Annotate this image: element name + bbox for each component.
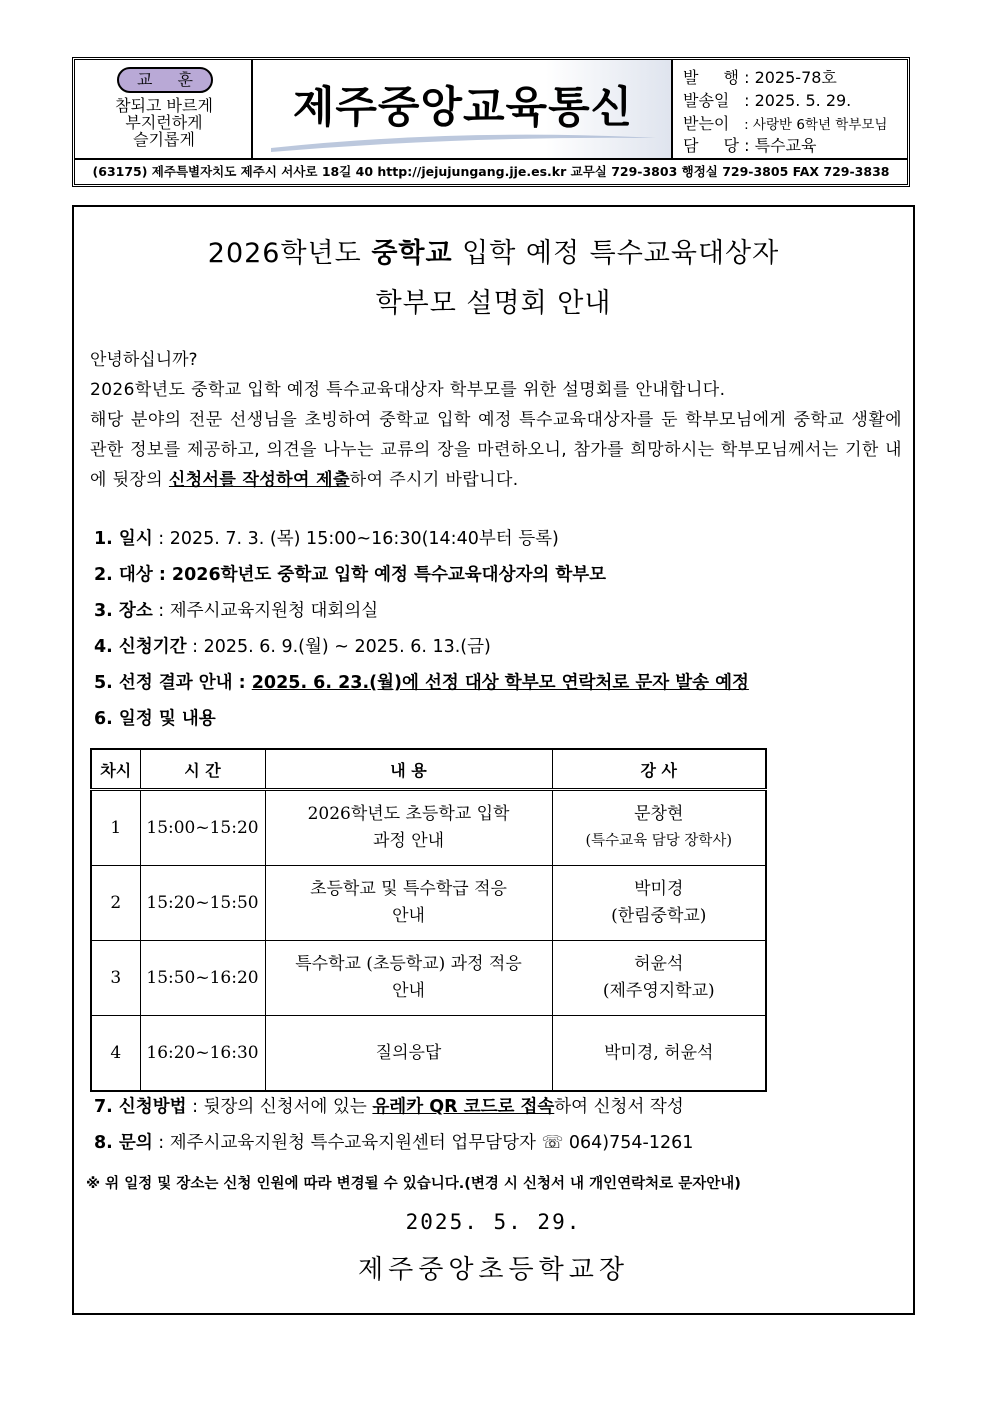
motto-line: 슬기롭게 xyxy=(133,130,195,149)
meta-recipient: 받는이 : 사랑반 6학년 학부모님 xyxy=(683,114,888,133)
principal-signature: 제주중앙초등학교장 xyxy=(357,1255,630,1285)
meta-send-date: 발송일 : 2025. 5. 29. xyxy=(683,91,852,110)
session-speaker: 문창현 (특수교육 담당 장학사) xyxy=(552,790,766,866)
session-no: 2 xyxy=(91,866,140,941)
notice-document xyxy=(72,205,915,1315)
session-content: 특수학교 (초등학교) 과정 적응 안내 xyxy=(265,941,552,1016)
greeting: 안녕하십니까? xyxy=(90,350,198,370)
greeting-block xyxy=(90,345,902,495)
item-target: 2. 대상 : 2026학년도 중학교 입학 예정 특수교육대상자의 학부모 xyxy=(94,565,607,585)
session-content: 2026학년도 초등학교 입학 과정 안내 xyxy=(265,790,552,866)
schedule-table xyxy=(90,748,767,1092)
session-content: 초등학교 및 특수학급 적응 안내 xyxy=(265,866,552,941)
issue-date: 2025. 5. 29. xyxy=(405,1210,582,1234)
item-schedule-heading: 6. 일정 및 내용 xyxy=(94,709,216,729)
doc-title-line1: 2026학년도 중학교 입학 예정 특수교육대상자 xyxy=(207,238,780,269)
session-no: 4 xyxy=(91,1016,140,1092)
item-period: 4. 신청기간 : 2025. 6. 9.(월) ~ 2025. 6. 13.(금) xyxy=(94,637,491,657)
session-no: 3 xyxy=(91,941,140,1016)
session-speaker: 박미경 (한림중학교) xyxy=(552,866,766,941)
motto-badge: 교 훈 xyxy=(117,67,213,93)
item-inquiry: 8. 문의 : 제주시교육지원청 특수교육지원센터 업무담당자 ☏ 064)754-1261 xyxy=(94,1133,694,1153)
col-header: 시 간 xyxy=(140,749,265,790)
session-time: 15:20~15:50 xyxy=(140,866,265,941)
school-motto xyxy=(75,60,253,158)
swoosh-decoration xyxy=(261,122,661,154)
col-header: 내 용 xyxy=(265,749,552,790)
session-speaker: 박미경, 허윤석 xyxy=(552,1016,766,1092)
issue-meta xyxy=(673,60,907,158)
meta-department: 담 당 : 특수교육 xyxy=(683,136,817,155)
doc-title-line2: 학부모 설명회 안내 xyxy=(375,288,612,319)
session-speaker: 허윤석 (제주영지학교) xyxy=(552,941,766,1016)
school-address: (63175) 제주특별자치도 제주시 서사로 18길 40 http://jejujungang.jje.es.kr 교무실 729-3803 행정실 729-3805 FAX 729-3838 xyxy=(75,158,907,184)
table-row xyxy=(91,790,766,866)
body-paragraph: 해당 분야의 전문 선생님을 초빙하여 중학교 입학 예정 특수교육대상자를 둔 학부모님에게 중학교 생활에 관한 정보를 제공하고, 의견을 나누는 교류의 장을 마련하오니, 참가를 희망하시는 학부모님께서는 기한 내에 뒷장의 신청서를 작성하여 제출하여 주시기 바랍니다. xyxy=(90,410,902,490)
newsletter-header xyxy=(72,57,910,187)
newsletter-title: 제주중앙교육통신 xyxy=(292,83,634,133)
table-row xyxy=(91,1016,766,1092)
intro-line: 2026학년도 중학교 입학 예정 특수교육대상자 학부모를 위한 설명회를 안내합니다. xyxy=(90,380,726,400)
table-header-row xyxy=(91,749,766,790)
col-header: 강 사 xyxy=(552,749,766,790)
item-place: 3. 장소 : 제주시교육지원청 대회의실 xyxy=(94,601,379,621)
session-time: 15:50~16:20 xyxy=(140,941,265,1016)
change-notice: ※ 위 일정 및 장소는 신청 인원에 따라 변경될 수 있습니다.(변경 시 신청서 내 개인연락처로 문자안내) xyxy=(86,1176,741,1192)
col-header: 차시 xyxy=(91,749,140,790)
item-result: 5. 선정 결과 안내 : 2025. 6. 23.(월)에 선정 대상 학부모 연락처로 문자 발송 예정 xyxy=(94,673,749,693)
table-row xyxy=(91,941,766,1016)
motto-line: 부지런하게 xyxy=(125,113,203,132)
session-time: 15:00~15:20 xyxy=(140,790,265,866)
session-no: 1 xyxy=(91,790,140,866)
item-apply-method: 7. 신청방법 : 뒷장의 신청서에 있는 유레카 QR 코드로 접속하여 신청서 작성 xyxy=(94,1097,684,1117)
motto-text xyxy=(75,97,253,148)
item-datetime: 1. 일시 : 2025. 7. 3. (목) 15:00~16:30(14:40부터 등록) xyxy=(94,529,559,549)
newsletter-title-box xyxy=(253,60,673,158)
session-time: 16:20~16:30 xyxy=(140,1016,265,1092)
session-content: 질의응답 xyxy=(265,1016,552,1092)
table-row xyxy=(91,866,766,941)
meta-issue: 발 행 : 2025-78호 xyxy=(683,68,837,87)
motto-line: 참되고 바르게 xyxy=(115,96,213,115)
